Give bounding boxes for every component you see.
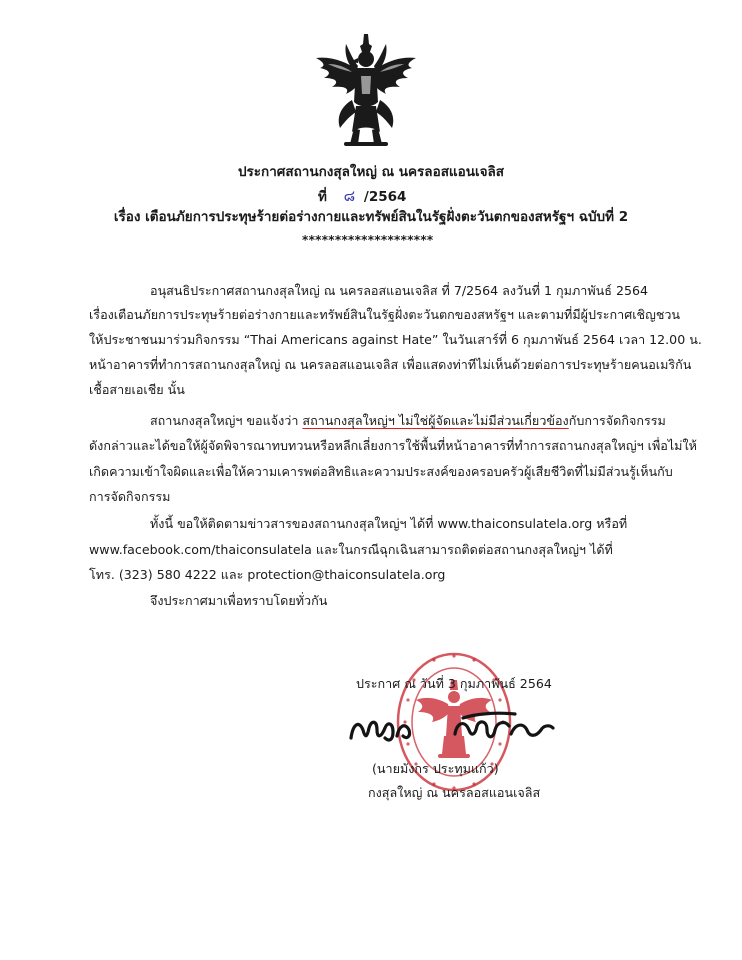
number-handwritten: ๘ [343, 187, 356, 205]
announcement-date: ประกาศ ณ วันที่ 3 กุมภาพันธ์ 2564 [356, 676, 552, 691]
paragraph-3-line-3: โทร. (323) 580 4222 และ protection@thaiconsulatela.org [89, 567, 446, 582]
paragraph-2-line-3: เกิดความเข้าใจผิดและเพื่อให้ความเคารพต่อสิทธิและความประสงค์ของครอบครัวผู้เสียชีวิตที่ไม่มีส่วนรู้เห็นกับ [89, 464, 673, 479]
paragraph-2-line-4: การจัดกิจกรรม [89, 489, 171, 504]
paragraph-1-line-3: ให้ประชาชนมาร่วมกิจกรรม “Thai Americans against Hate” ในวันเสาร์ที่ 6 กุมภาพันธ์ 2564 เวลา 12.00 น. [89, 332, 702, 347]
paragraph-1-line-5: เชื้อสายเอเชีย นั้น [89, 382, 185, 397]
paragraph-2-intro: สถานกงสุลใหญ่ฯ ขอแจ้งว่า [150, 413, 303, 428]
paragraph-3-line-2: www.facebook.com/thaiconsulatela และในกรณีฉุกเฉินสามารถติดต่อสถานกงสุลใหญ่ฯ ได้ที่ [89, 542, 613, 557]
handwritten-signature [345, 700, 560, 755]
announcement-subject: เรื่อง เตือนภัยการประทุษร้ายต่อร่างกายและทรัพย์สินในรัฐฝั่งตะวันตกของสหรัฐฯ ฉบับที่ 2 [113, 209, 629, 225]
garuda-emblem-icon [306, 32, 426, 150]
paragraph-2-line-1 [150, 412, 666, 430]
paragraph-1-line-1: อนุสนธิประกาศสถานกงสุลใหญ่ ณ นครลอสแอนเจลิส ที่ 7/2564 ลงวันที่ 1 กุมภาพันธ์ 2564 [150, 283, 648, 298]
number-suffix: /2564 [363, 189, 407, 205]
closing-statement: จึงประกาศมาเพื่อทราบโดยทั่วกัน [150, 593, 328, 608]
signatory-name: (นายมังกร ประทุมแก้ว) [372, 761, 499, 776]
separator-stars: ******************** [302, 233, 434, 247]
paragraph-1-line-2: เรื่องเตือนภัยการประทุษร้ายต่อร่างกายและทรัพย์สินในรัฐฝั่งตะวันตกของสหรัฐฯ และตามที่มีผู้ประกาศเชิญชวน [89, 307, 681, 322]
announcement-title: ประกาศสถานกงสุลใหญ่ ณ นครลอสแอนเจลิส [237, 164, 505, 180]
paragraph-1-line-4: หน้าอาคารที่ทำการสถานกงสุลใหญ่ ณ นครลอสแอนเจลิส เพื่อแสดงท่าทีไม่เห็นด้วยต่อการประทุษร้ายคนอเมริกัน [89, 357, 692, 372]
signatory-position: กงสุลใหญ่ ณ นครลอสแอนเจลิส [368, 785, 541, 800]
number-prefix: ที่ [318, 189, 327, 205]
paragraph-2-cont: กับการจัดกิจกรรม [568, 413, 666, 428]
paragraph-3-line-1: ทั้งนี้ ขอให้ติดตามข่าวสารของสถานกงสุลใหญ่ฯ ได้ที่ www.thaiconsulatela.org หรือที่ [150, 516, 628, 531]
not-organizer-statement: สถานกงสุลใหญ่ฯ ไม่ใช่ผู้จัดและไม่มีส่วนเกี่ยวข้อง [302, 413, 569, 428]
paragraph-2-line-2: ดังกล่าวและได้ขอให้ผู้จัดพิจารณาทบทวนหรือหลีกเลี่ยงการใช้พื้นที่หน้าอาคารที่ทำการสถานกงสุลใหญ่ฯ เพื่อไม่ให้ [89, 438, 697, 453]
